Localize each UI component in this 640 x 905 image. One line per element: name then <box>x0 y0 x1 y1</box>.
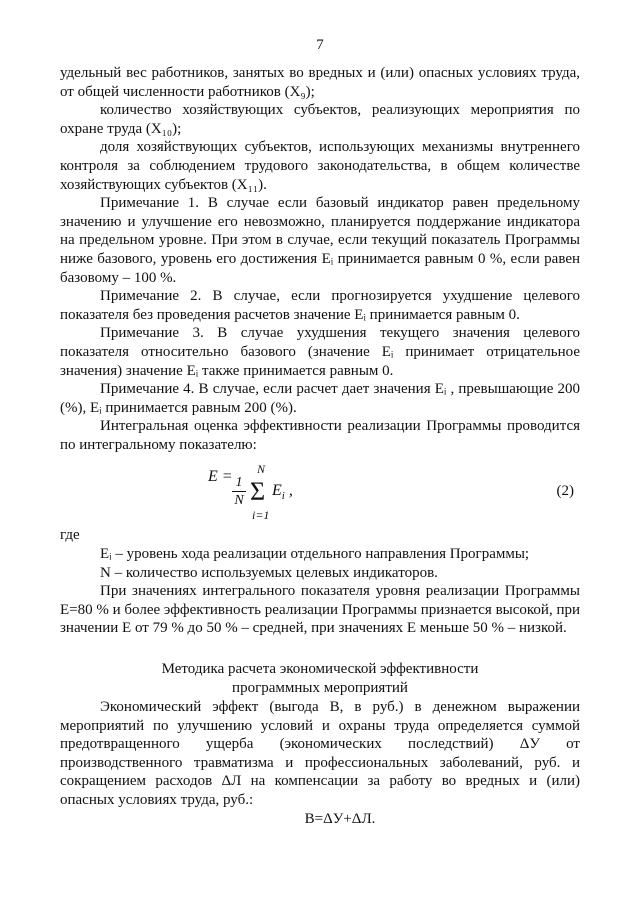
definition-n: N – количество используемых целевых индикаторов. <box>100 564 438 581</box>
page-number: 7 <box>316 37 324 53</box>
paragraph-x11: доля хозяйствующих субъектов, использующих механизмы внутреннего контроля за соблюдением трудового законодательства, в общем количестве хозяйствующих субъектов (X₁₁). <box>60 139 580 193</box>
note-4: Примечание 4. В случае, если расчет дает значения Eᵢ , превышающие 200 (%), Eᵢ принимается равным 200 (%). <box>60 381 580 416</box>
note-2: Примечание 2. В случае, если прогнозируется ухудшение целевого показателя без проведения расчетов значение Eᵢ принимается равным 0. <box>60 288 580 323</box>
heading-line-1: Методика расчета экономической эффективности <box>161 661 479 678</box>
section-heading <box>60 660 580 698</box>
conclusion-paragraph: При значениях интегрального показателя уровня реализации Программы E=80 % и более эффективность реализации Программы признается высокой, при значении E от 79 % до 50 % – средней, при значениях E меньше 50 % – низкой. <box>60 583 581 637</box>
heading-line-2: программных мероприятий <box>232 680 408 697</box>
paragraph-x10: количество хозяйствующих субъектов, реализующих мероприятия по охране труда (X₁₀); <box>60 102 580 137</box>
note-3: Примечание 3. В случае ухудшения текущего значения целевого показателя относительно базового (значение Eᵢ принимает отрицательное значения) значение Eᵢ также принимается равным 0. <box>60 325 580 379</box>
where-label: где <box>60 527 80 544</box>
integral-formula <box>60 462 580 524</box>
economic-effect-paragraph: Экономический эффект (выгода В, в руб.) в денежном выражении мероприятий по улучшению условий и охраны труда определяется суммой предотвращенного ущерба (экономических последствий) ΔУ от производственного травматизма и профессиональных заболеваний, руб. и сокращением расходов ΔЛ на компенсации за работу во вредных и (или) опасных условиях труда, руб.: <box>60 699 580 808</box>
formula-term-sub: i <box>281 490 285 503</box>
integral-intro: Интегральная оценка эффективности реализации Программы проводится по интегральному показателю: <box>60 418 580 453</box>
formula-lhs: E = <box>208 468 233 486</box>
formula-term <box>272 482 293 506</box>
document-body <box>60 64 580 828</box>
sum-sign: Σ <box>250 477 266 507</box>
formula-numerator: 1 <box>232 474 246 492</box>
formula-term-var: E <box>272 482 282 500</box>
formula-trail: , <box>284 482 293 500</box>
final-formula: В=ΔУ+ΔЛ. <box>304 810 376 827</box>
sum-lower-limit: i=1 <box>252 508 270 523</box>
formula-fraction <box>232 474 246 509</box>
formula-number: (2) <box>556 483 574 500</box>
definition-ei: Eᵢ – уровень хода реализации отдельного направления Программы; <box>100 546 530 563</box>
note-1: Примечание 1. В случае если базовый индикатор равен предельному значению и улучшение его невозможно, планируется поддержание индикатора на предельном уровне. При этом в случае, если текущий показатель Программы ниже базового, уровень его достижения Eᵢ принимается равным 0 %, если равен базовому – 100 %. <box>60 195 580 286</box>
formula-denominator: N <box>234 493 244 509</box>
paragraph-x9: удельный вес работников, занятых во вредных и (или) опасных условиях труда, от общей численности работников (X₉); <box>60 65 580 100</box>
sum-upper-limit: N <box>257 462 266 477</box>
